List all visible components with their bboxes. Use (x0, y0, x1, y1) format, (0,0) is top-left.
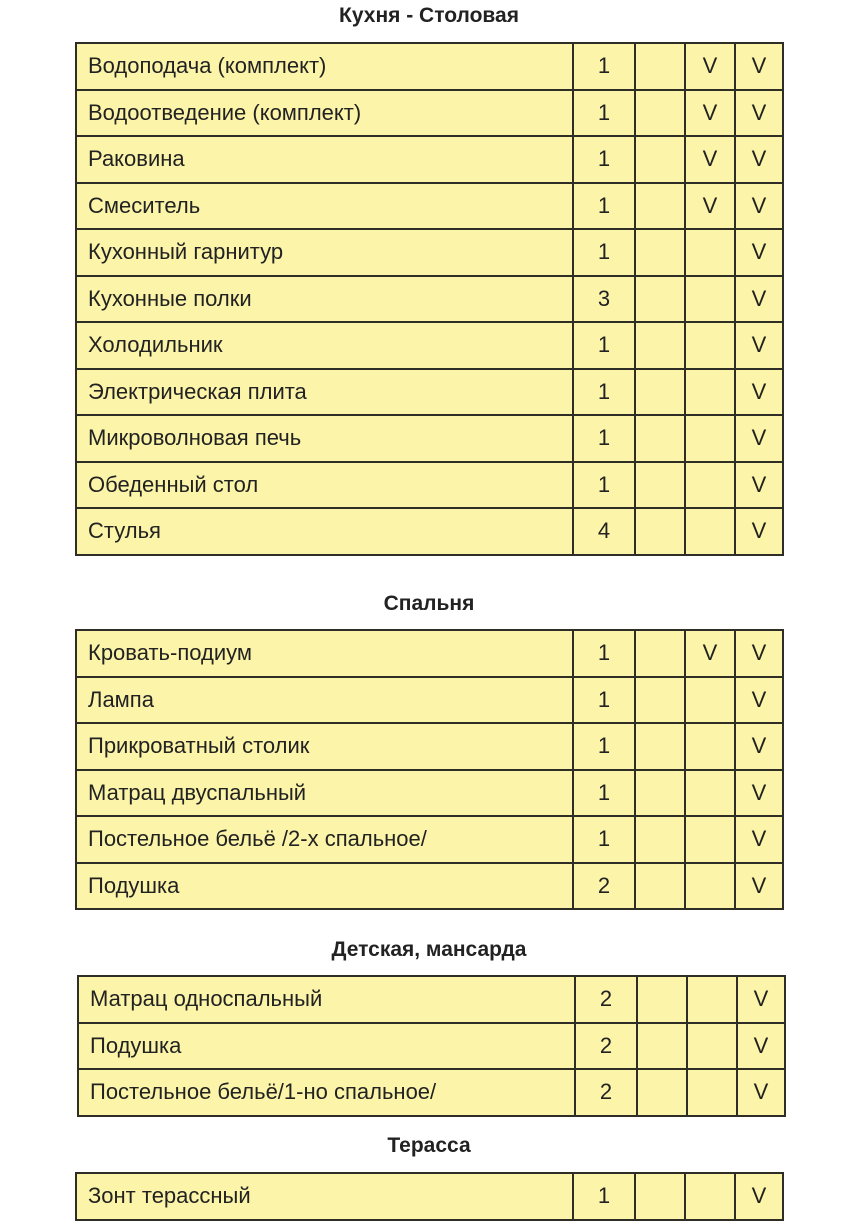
items-table (75, 629, 784, 910)
column-4-mark (685, 462, 735, 509)
column-4-mark (687, 1023, 737, 1070)
column-5-mark: V (735, 1173, 783, 1220)
column-5-mark: V (735, 229, 783, 276)
item-name: Зонт терассный (76, 1173, 573, 1220)
item-quantity: 2 (575, 1069, 637, 1116)
item-name: Водоотведение (комплект) (76, 90, 573, 137)
column-5-mark: V (735, 508, 783, 555)
column-5-mark: V (735, 90, 783, 137)
items-table (75, 42, 784, 556)
column-5-mark: V (735, 136, 783, 183)
column-5-mark: V (735, 677, 783, 724)
column-5-mark: V (735, 770, 783, 817)
table-row (76, 43, 783, 90)
column-4-mark (685, 229, 735, 276)
item-quantity: 1 (573, 462, 635, 509)
item-quantity: 1 (573, 90, 635, 137)
item-quantity: 1 (573, 322, 635, 369)
column-5-mark: V (735, 630, 783, 677)
column-5-mark: V (735, 816, 783, 863)
column-3-mark (637, 976, 687, 1023)
items-table (77, 975, 786, 1117)
column-4-mark: V (685, 183, 735, 230)
table-row (76, 183, 783, 230)
column-4-mark: V (685, 43, 735, 90)
item-name: Кухонный гарнитур (76, 229, 573, 276)
item-quantity: 1 (573, 723, 635, 770)
table-row (76, 677, 783, 724)
section-title: Спальня (383, 592, 475, 615)
column-3-mark (635, 677, 685, 724)
column-3-mark (635, 322, 685, 369)
column-5-mark: V (735, 276, 783, 323)
column-4-mark (685, 770, 735, 817)
item-quantity: 1 (573, 369, 635, 416)
column-3-mark (635, 183, 685, 230)
item-name: Кровать-подиум (76, 630, 573, 677)
column-5-mark: V (735, 863, 783, 910)
column-3-mark (635, 1173, 685, 1220)
table-row (76, 723, 783, 770)
table-row (76, 508, 783, 555)
column-4-mark (687, 976, 737, 1023)
column-5-mark: V (735, 415, 783, 462)
item-name: Лампа (76, 677, 573, 724)
item-quantity: 1 (573, 770, 635, 817)
column-3-mark (635, 90, 685, 137)
item-quantity: 1 (573, 677, 635, 724)
item-quantity: 2 (575, 1023, 637, 1070)
column-4-mark (685, 677, 735, 724)
item-name: Прикроватный столик (76, 723, 573, 770)
item-name: Водоподача (комплект) (76, 43, 573, 90)
item-quantity: 2 (575, 976, 637, 1023)
item-quantity: 1 (573, 1173, 635, 1220)
table-row (76, 1173, 783, 1220)
item-name: Раковина (76, 136, 573, 183)
table-row (76, 229, 783, 276)
items-table (75, 1172, 784, 1221)
column-3-mark (635, 816, 685, 863)
column-4-mark: V (685, 90, 735, 137)
column-3-mark (635, 508, 685, 555)
item-quantity: 3 (573, 276, 635, 323)
column-3-mark (635, 863, 685, 910)
column-4-mark (685, 369, 735, 416)
item-name: Кухонные полки (76, 276, 573, 323)
item-name: Матрац односпальный (78, 976, 575, 1023)
column-5-mark: V (737, 1069, 785, 1116)
column-3-mark (635, 462, 685, 509)
column-4-mark (687, 1069, 737, 1116)
item-name: Микроволновая печь (76, 415, 573, 462)
column-5-mark: V (735, 369, 783, 416)
item-name: Стулья (76, 508, 573, 555)
table-row (76, 630, 783, 677)
column-3-mark (635, 276, 685, 323)
column-4-mark (685, 723, 735, 770)
item-quantity: 1 (573, 816, 635, 863)
item-name: Холодильник (76, 322, 573, 369)
table-row (76, 136, 783, 183)
column-3-mark (635, 229, 685, 276)
column-4-mark (685, 322, 735, 369)
item-name: Подушка (76, 863, 573, 910)
item-name: Электрическая плита (76, 369, 573, 416)
column-3-mark (635, 630, 685, 677)
item-quantity: 1 (573, 136, 635, 183)
column-3-mark (635, 770, 685, 817)
table-row (76, 816, 783, 863)
column-3-mark (637, 1023, 687, 1070)
item-quantity: 1 (573, 229, 635, 276)
table-row (76, 415, 783, 462)
table-row (76, 322, 783, 369)
column-4-mark (685, 1173, 735, 1220)
item-quantity: 2 (573, 863, 635, 910)
column-4-mark: V (685, 630, 735, 677)
item-name: Подушка (78, 1023, 575, 1070)
item-quantity: 1 (573, 183, 635, 230)
column-5-mark: V (735, 462, 783, 509)
column-5-mark: V (735, 43, 783, 90)
table-row (78, 1023, 785, 1070)
item-name: Постельное бельё/1-но спальное/ (78, 1069, 575, 1116)
column-5-mark: V (735, 723, 783, 770)
table-row (76, 770, 783, 817)
column-3-mark (637, 1069, 687, 1116)
column-4-mark (685, 276, 735, 323)
item-quantity: 4 (573, 508, 635, 555)
item-quantity: 1 (573, 415, 635, 462)
column-5-mark: V (737, 1023, 785, 1070)
column-4-mark (685, 863, 735, 910)
item-quantity: 1 (573, 630, 635, 677)
item-quantity: 1 (573, 43, 635, 90)
item-name: Обеденный стол (76, 462, 573, 509)
column-5-mark: V (735, 183, 783, 230)
table-row (76, 369, 783, 416)
section-title: Детская, мансарда (331, 938, 527, 961)
item-name: Смеситель (76, 183, 573, 230)
column-3-mark (635, 415, 685, 462)
column-3-mark (635, 723, 685, 770)
item-name: Постельное бельё /2-х спальное/ (76, 816, 573, 863)
table-row (76, 90, 783, 137)
column-4-mark (685, 816, 735, 863)
table-row (78, 976, 785, 1023)
section-title: Терасса (387, 1134, 471, 1157)
column-4-mark (685, 415, 735, 462)
table-row (76, 462, 783, 509)
section-title: Кухня - Столовая (339, 4, 519, 27)
table-row (78, 1069, 785, 1116)
table-row (76, 276, 783, 323)
column-3-mark (635, 136, 685, 183)
column-3-mark (635, 369, 685, 416)
column-5-mark: V (737, 976, 785, 1023)
column-3-mark (635, 43, 685, 90)
column-4-mark (685, 508, 735, 555)
item-name: Матрац двуспальный (76, 770, 573, 817)
column-4-mark: V (685, 136, 735, 183)
table-row (76, 863, 783, 910)
column-5-mark: V (735, 322, 783, 369)
